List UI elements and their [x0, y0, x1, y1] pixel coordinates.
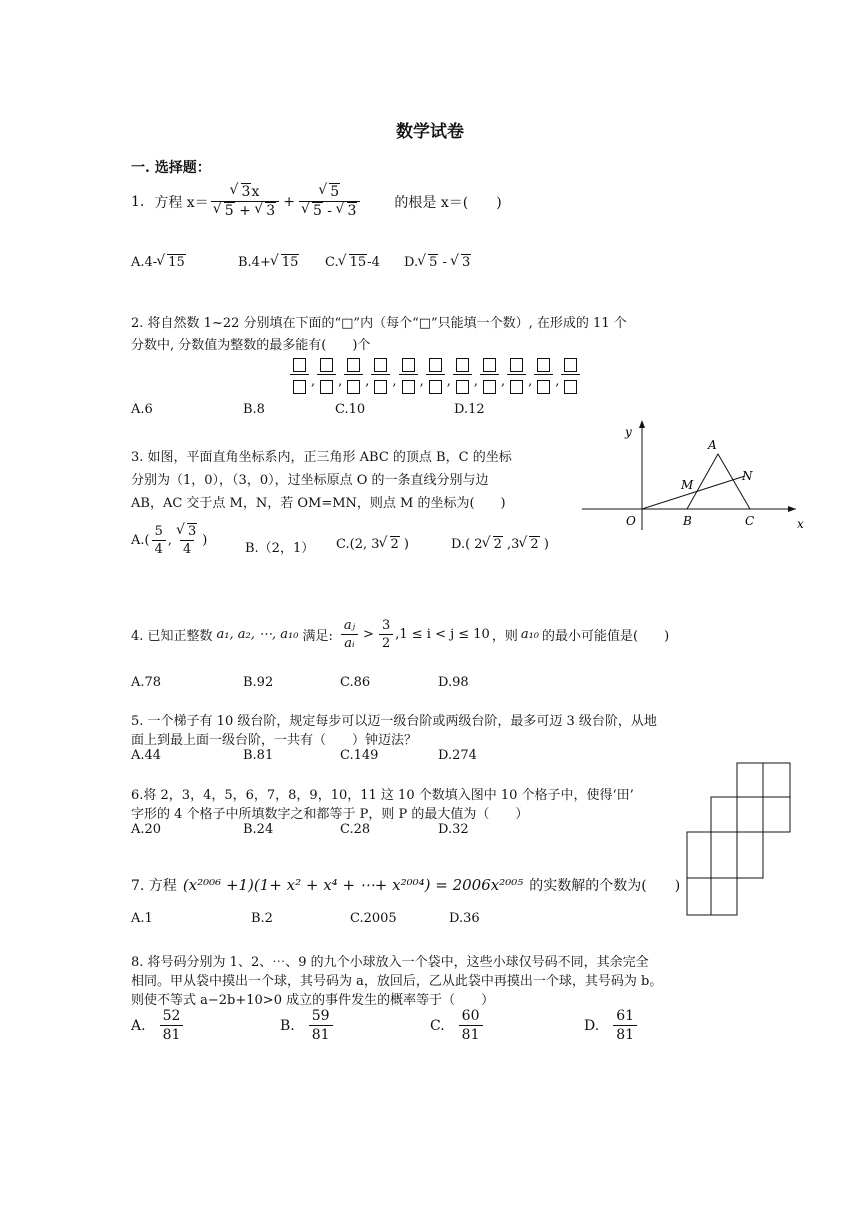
empty-box: [564, 380, 577, 394]
option-d: D.12: [454, 402, 485, 417]
section-heading: 一. 选择题：: [131, 160, 211, 176]
separator: ,: [392, 374, 397, 389]
empty-box: [320, 358, 333, 372]
empty-box: [483, 358, 496, 372]
option-b: B.8: [243, 402, 265, 417]
question-2-line-1: 2. 将自然数 1~22 分别填在下面的“□”内（每个“□”只能填一个数）, 在形成的 11 个: [131, 316, 627, 331]
label-b: B: [683, 514, 692, 528]
fraction: √ 3x √ 5 + √ 3: [211, 184, 279, 219]
radical: √ 3: [231, 184, 252, 200]
question-text: 方程 x＝: [154, 194, 209, 211]
radicand: 3: [347, 203, 357, 219]
empty-box: [564, 358, 577, 372]
option-a: A.( $\frac{5}{4}$ , √ $\frac{3}{4}$ ): [131, 524, 207, 557]
option-d: D.36: [449, 911, 480, 926]
option-a: A.78: [131, 675, 162, 690]
empty-box: [456, 380, 469, 394]
fraction: $\frac{\text{aⱼ}}{\text{aᵢ}}$: [341, 618, 358, 651]
box-fraction: [507, 354, 526, 395]
option-a: A.6: [131, 402, 153, 417]
option-a: A.4-√ 15: [131, 255, 186, 270]
box-fraction: [317, 354, 336, 395]
empty-box: [293, 380, 306, 394]
option-d: D. $\frac{61}{81}$: [584, 1008, 639, 1043]
question-text: 的实数解的个数为( ): [529, 878, 681, 894]
equation: (x²⁰⁰⁶ +1)(1+ x² + x⁴ + ⋯+ x²⁰⁰⁴) = 2006x²⁰⁰⁵: [182, 876, 524, 894]
box-fractions-row: [288, 354, 582, 395]
radicand: 3: [266, 203, 276, 219]
box-fraction: [344, 354, 363, 395]
option-c: C.2005: [350, 911, 397, 926]
grid-figure: [684, 762, 794, 918]
box-fraction: [371, 354, 390, 395]
empty-box: [429, 358, 442, 372]
empty-box: [510, 380, 523, 394]
label-a: A: [708, 438, 717, 452]
q8-options: [131, 1008, 651, 1054]
question-5-line-2: 面上到最上面一级台阶，一共有（ ）钟迈法？: [131, 733, 418, 748]
page-title: 数学试卷: [396, 122, 464, 142]
option-b: B.2: [251, 911, 273, 926]
empty-box: [347, 380, 360, 394]
radicand: 5: [224, 203, 234, 219]
option-c: C.√ 15-4: [325, 255, 380, 270]
question-8-line-1: 8. 将号码分别为 1、2、⋯、9 的九个小球放入一个袋中，这些小球仅号码不同，其余完全: [131, 955, 649, 970]
separator: ,: [311, 374, 316, 389]
option-d: D.32: [438, 822, 469, 837]
option-b: B.4+√ 15: [238, 255, 299, 270]
empty-box: [537, 380, 550, 394]
option-c: C.86: [340, 675, 371, 690]
option-d: D.274: [438, 748, 477, 763]
question-3-line-2: 分别为（1，0），（3，0），过坐标原点 O 的一条直线分别与边: [131, 473, 489, 488]
empty-box: [374, 358, 387, 372]
empty-box: [374, 380, 387, 394]
triangle-figure: [578, 418, 808, 533]
empty-box: [402, 380, 415, 394]
question-text: 满足:: [302, 628, 333, 644]
option-c: C.10: [335, 402, 366, 417]
question-8-line-3: 则使不等式 a−2b+10>0 成立的事件发生的概率等于（ ）: [131, 993, 495, 1008]
separator: ,: [473, 374, 478, 389]
question-text: 7. 方程: [131, 878, 177, 894]
option-a: A.1: [131, 911, 153, 926]
empty-box: [483, 380, 496, 394]
question-5-line-1: 5. 一个梯子有 10 级台阶，规定每步可以迈一级台阶或两级台阶，最多可迈 3 级台阶，从地: [131, 714, 657, 729]
empty-box: [510, 358, 523, 372]
empty-box: [347, 358, 360, 372]
axis-y-label: y: [625, 425, 632, 439]
question-3-line-3: AB，AC 交于点 M，N，若 OM=MN，则点 M 的坐标为( ): [131, 496, 506, 511]
option-a: A.20: [131, 822, 162, 837]
box-fraction: [561, 354, 580, 395]
box-fraction: [426, 354, 445, 395]
radicand: 5: [312, 203, 322, 219]
option-c: C.149: [340, 748, 379, 763]
question-7: [131, 875, 680, 895]
box-fraction: [453, 354, 472, 395]
separator: ,: [338, 374, 343, 389]
question-3-line-1: 3. 如图，平面直角坐标系内，正三角形 ABC 的顶点 B，C 的坐标: [131, 450, 512, 465]
option-b: B.81: [243, 748, 274, 763]
sequence: a₁, a₂, ⋯, a₁₀: [216, 626, 299, 642]
empty-box: [429, 380, 442, 394]
question-1: 1. 方程 x＝ √ 3x √ 5 + √ 3 + √ 5 √ 5 - √ 3 的根是 x＝( ): [131, 184, 502, 219]
label-m: M: [681, 478, 694, 492]
condition: ,1 ≤ i < j ≤ 10: [395, 626, 490, 642]
q3-options: [131, 524, 591, 568]
box-fraction: [534, 354, 553, 395]
question-2-line-2: 分数中, 分数值为整数的最多能有( )个: [131, 338, 371, 353]
question-text: 的最小可能值是( ): [542, 628, 670, 644]
separator: ,: [365, 374, 370, 389]
question-4: 4. 已知正整数 a₁, a₂, ⋯, a₁₀ 满足: $\frac{\text{aⱼ}}{\text{aᵢ}}$ > $\frac{3}{2}$ ,1 ≤ i < j ≤ 10 ，则 a₁₀ 的最小可能值是( ): [131, 617, 670, 651]
empty-box: [537, 358, 550, 372]
option-d: D.( 2√ 2 ,3√ 2 ): [451, 537, 549, 552]
question-6-line-1: 6.将 2，3，4，5，6，7，8，9，10，11 这 10 个数填入图中 10 个格子中，使得‘田’: [131, 788, 634, 803]
question-text: 4. 已知正整数: [131, 628, 213, 644]
option-d: D.98: [438, 675, 469, 690]
question-text: 的根是 x＝( ): [394, 194, 502, 211]
box-fraction: [290, 354, 309, 395]
box-fraction: [480, 354, 499, 395]
fraction: $\frac{3}{2}$: [379, 618, 393, 651]
radicand: 5: [330, 184, 340, 200]
label-o: O: [626, 514, 636, 528]
separator: ,: [446, 374, 451, 389]
empty-box: [293, 358, 306, 372]
empty-box: [402, 358, 415, 372]
empty-box: [456, 358, 469, 372]
box-fraction: [399, 354, 418, 395]
question-number: 1.: [131, 193, 145, 210]
question-6-line-2: 字形的 4 个格子中所填数字之和都等于 P，则 P 的最大值为（ ）: [131, 807, 529, 822]
option-a: A. $\frac{52}{81}$: [131, 1008, 185, 1043]
label-c: C: [745, 514, 755, 528]
option-b: B.24: [243, 822, 274, 837]
separator: ,: [419, 374, 424, 389]
option-c: C.28: [340, 822, 371, 837]
option-b: B. $\frac{59}{81}$: [280, 1008, 335, 1043]
question-8-line-2: 相同。甲从袋中摸出一个球，其号码为 a，放回后，乙从此袋中再摸出一个球，其号码为 b。: [131, 974, 663, 989]
option-b: B.92: [243, 675, 274, 690]
option-a: A.44: [131, 748, 162, 763]
separator: ,: [555, 374, 560, 389]
axis-x-label: x: [797, 517, 804, 531]
option-c: C.(2, 3√ 2 ): [336, 537, 409, 552]
option-c: C. $\frac{60}{81}$: [430, 1008, 485, 1043]
separator: ,: [528, 374, 533, 389]
empty-box: [320, 380, 333, 394]
label-n: N: [742, 469, 753, 483]
option-b: B.（2，1）: [245, 541, 315, 556]
option-d: D.√ 5 - √ 3: [404, 255, 471, 270]
fraction: √ 5 √ 5 - √ 3: [299, 184, 360, 219]
separator: ,: [500, 374, 506, 389]
